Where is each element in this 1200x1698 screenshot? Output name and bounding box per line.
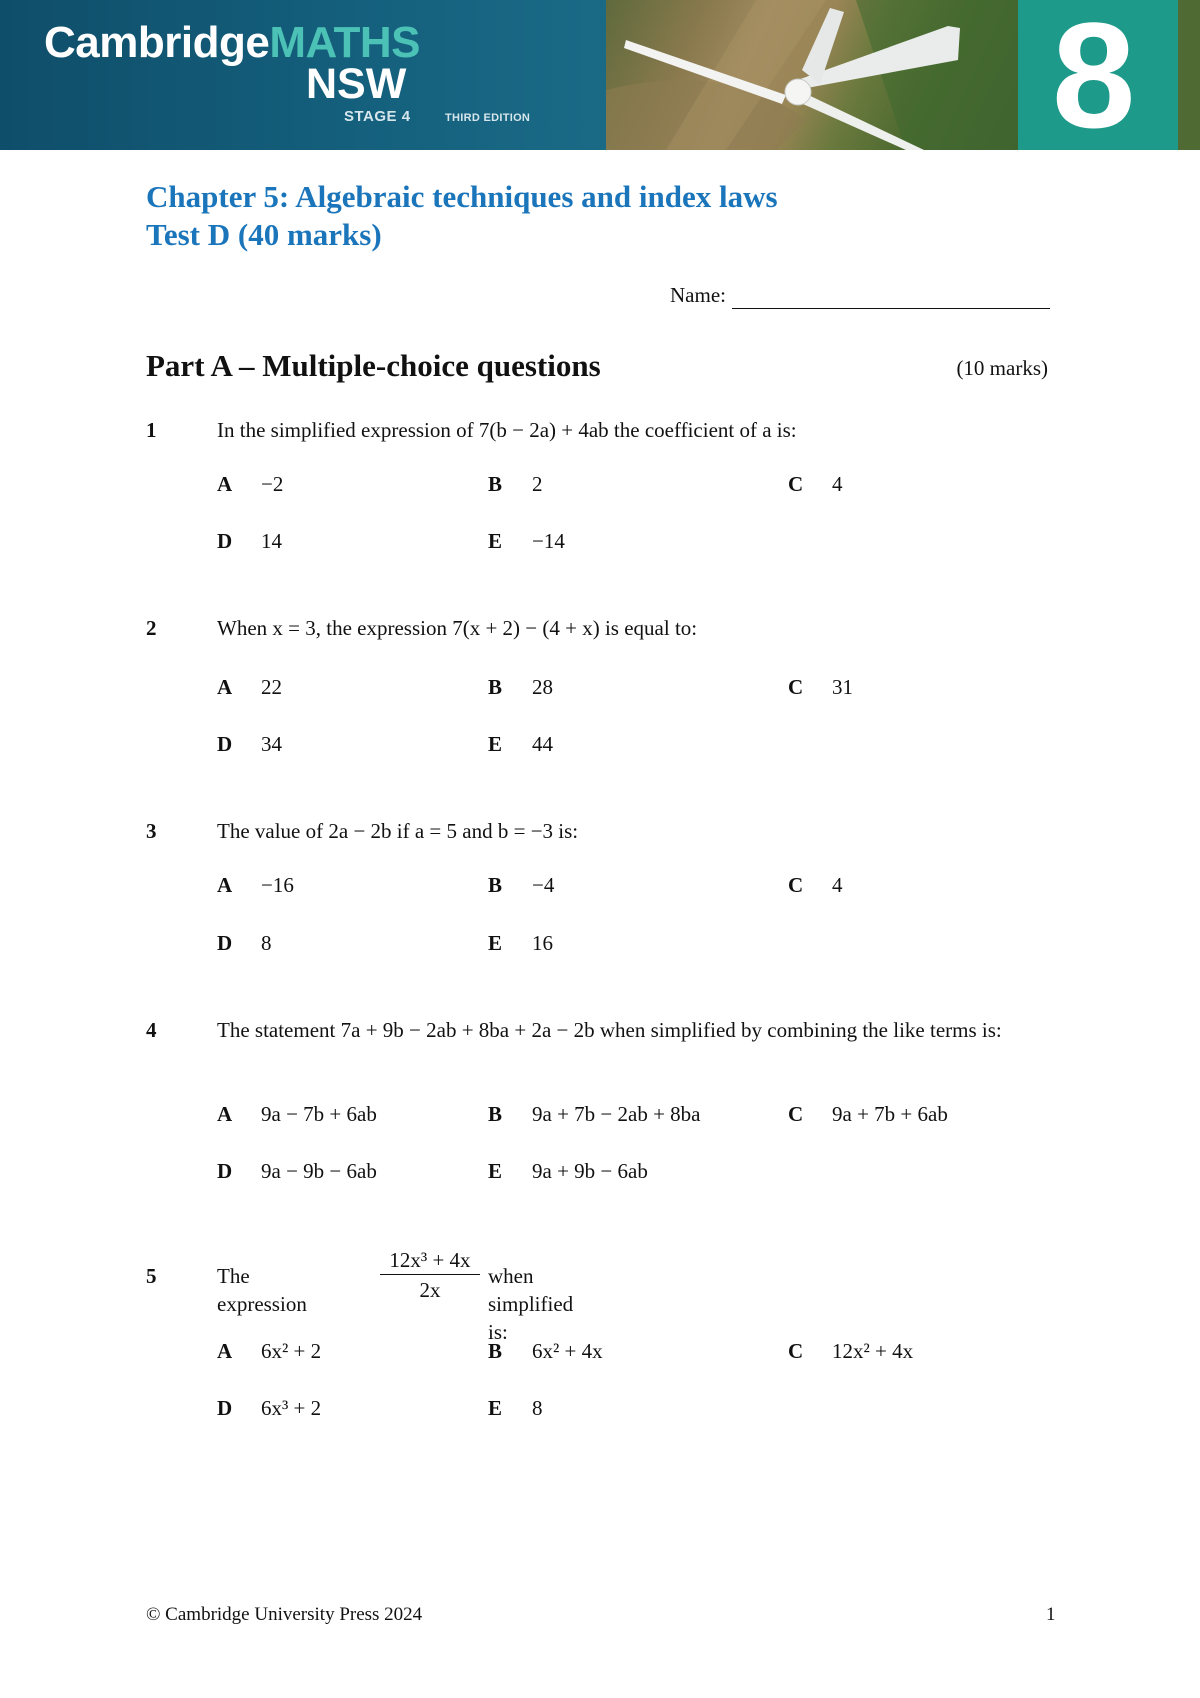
brand-stage: STAGE 4	[344, 108, 411, 125]
question-text	[217, 1262, 307, 1318]
option-letter: A	[217, 675, 233, 699]
question-text-before: The expression	[217, 1264, 307, 1316]
fraction-numerator: 12x³ + 4x	[380, 1248, 480, 1275]
name-field[interactable]	[670, 283, 1050, 309]
question-number: 5	[146, 1264, 157, 1288]
year-number: 8	[1052, 0, 1136, 150]
question-number: 4	[146, 1018, 157, 1042]
brand-nsw: NSW	[306, 60, 407, 108]
option-letter: A	[217, 873, 233, 897]
option-value: −2	[261, 472, 284, 496]
option-value: 16	[532, 931, 553, 955]
question-text: In the simplified expression of 7(b − 2a) + 4ab the coefficient of a is:	[217, 418, 797, 442]
option-value: 12x² + 4x	[832, 1339, 914, 1363]
option-letter: B	[488, 1102, 503, 1126]
option-value: 34	[261, 732, 282, 756]
question-text: The value of 2a − 2b if a = 5 and b = −3 is:	[217, 819, 579, 843]
question-number: 1	[146, 418, 157, 442]
option-letter: E	[488, 1159, 503, 1183]
wind-turbine-photo	[606, 0, 1018, 150]
question-number: 2	[146, 616, 157, 640]
name-label: Name:	[670, 283, 726, 307]
option-letter: E	[488, 931, 503, 955]
wind-turbine-illustration	[606, 0, 1018, 150]
option-value: 4	[832, 873, 843, 897]
option-value: 2	[532, 472, 543, 496]
option-value: 28	[532, 675, 553, 699]
option-value: 6x² + 2	[261, 1339, 322, 1363]
option-letter: C	[788, 472, 804, 496]
option-value: 9a − 7b + 6ab	[261, 1102, 377, 1126]
chapter-title-line1: Chapter 5: Algebraic techniques and index laws	[146, 179, 778, 214]
option-letter: B	[488, 1339, 503, 1363]
option-value: 9a + 7b − 2ab + 8ba	[532, 1102, 701, 1126]
fraction-denominator: 2x	[419, 1278, 441, 1302]
option-letter: D	[217, 1159, 233, 1183]
option-value: 6x³ + 2	[261, 1396, 322, 1420]
brand-maths: MATHS	[269, 18, 420, 67]
option-value: 9a − 9b − 6ab	[261, 1159, 377, 1183]
banner-edge	[1178, 0, 1200, 150]
option-letter: E	[488, 1396, 503, 1420]
option-letter: A	[217, 472, 233, 496]
option-letter: B	[488, 873, 503, 897]
option-value: 8	[532, 1396, 543, 1420]
chapter-title	[146, 178, 778, 254]
option-value: 31	[832, 675, 853, 699]
question-text: When x = 3, the expression 7(x + 2) − (4 + x) is equal to:	[217, 616, 698, 640]
brand-panel	[0, 0, 606, 150]
option-letter: B	[488, 675, 503, 699]
brand-cambridge: Cambridge	[44, 18, 270, 67]
option-letter: C	[788, 873, 804, 897]
option-letter: A	[217, 1339, 233, 1363]
option-letter: D	[217, 529, 233, 553]
footer-copyright: © Cambridge University Press 2024	[146, 1604, 423, 1625]
option-value: 4	[832, 472, 843, 496]
option-value: 14	[261, 529, 282, 553]
option-letter: D	[217, 931, 233, 955]
part-marks: (10 marks)	[956, 356, 1048, 380]
option-letter: D	[217, 732, 233, 756]
part-title: Part A – Multiple-choice questions	[146, 348, 601, 383]
question-text-after: when simplified is:	[488, 1264, 574, 1344]
option-letter: E	[488, 732, 503, 756]
option-value: 9a + 9b − 6ab	[532, 1159, 648, 1183]
option-value: 22	[261, 675, 282, 699]
option-letter: B	[488, 472, 503, 496]
option-value: 44	[532, 732, 553, 756]
header-banner	[0, 0, 1200, 150]
chapter-title-line2: Test D (40 marks)	[146, 217, 382, 252]
option-value: 8	[261, 931, 272, 955]
option-letter: C	[788, 1102, 804, 1126]
option-letter: D	[217, 1396, 233, 1420]
option-value: −4	[532, 873, 555, 897]
footer-page-number: 1	[1046, 1604, 1056, 1625]
option-letter: E	[488, 529, 503, 553]
question-text: The statement 7a + 9b − 2ab + 8ba + 2a − 2b when simplified by combining the like terms is:	[217, 1018, 1002, 1042]
year-badge	[1018, 0, 1178, 150]
option-letter: C	[788, 1339, 804, 1363]
brand-edition: THIRD EDITION	[445, 112, 531, 124]
option-value: 6x² + 4x	[532, 1339, 603, 1363]
option-letter: C	[788, 675, 804, 699]
question-number: 3	[146, 819, 157, 843]
option-value: −14	[532, 529, 565, 553]
name-blank-line[interactable]	[732, 283, 1050, 309]
option-letter: A	[217, 1102, 233, 1126]
option-value: −16	[261, 873, 294, 897]
fraction-expression	[380, 1248, 480, 1303]
option-value: 9a + 7b + 6ab	[832, 1102, 948, 1126]
